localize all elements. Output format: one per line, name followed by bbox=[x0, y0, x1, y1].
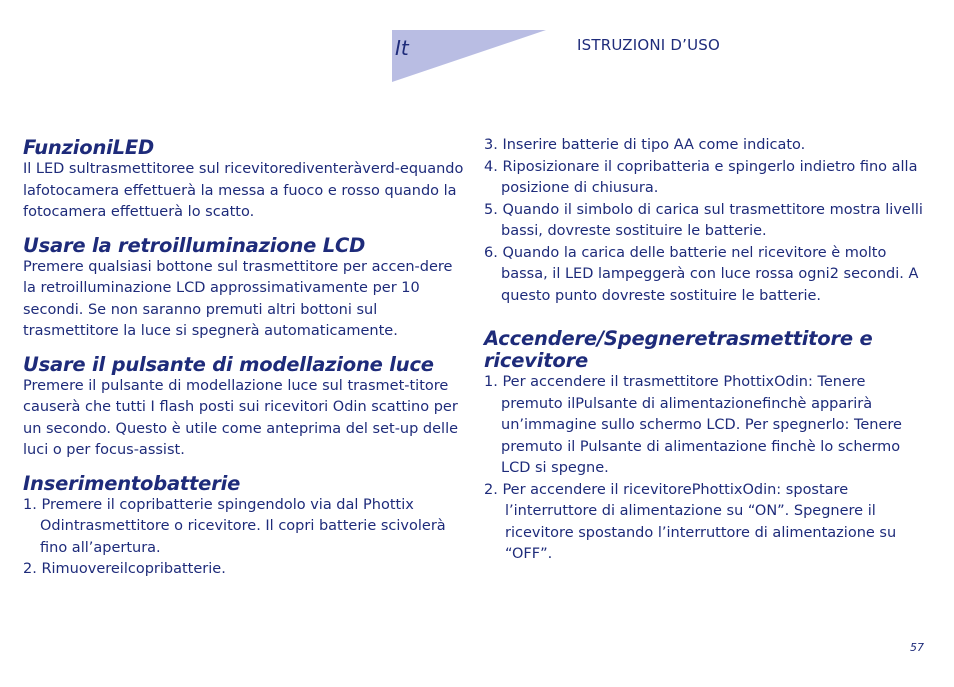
language-tab-shape bbox=[392, 30, 546, 82]
section-heading: Inserimentobatterie bbox=[23, 471, 241, 495]
list-item-text: Riposizionare il copribatteria e spingerlo indietro fino alla posizione di chiusura. bbox=[501, 158, 918, 196]
list-item-number: 1. bbox=[23, 496, 37, 513]
page-number: 57 bbox=[910, 641, 924, 654]
list-item-number: 6. bbox=[484, 244, 498, 261]
list-item-number: 4. bbox=[484, 158, 498, 175]
power-steps-list bbox=[484, 372, 929, 566]
section-batterie-continued bbox=[484, 135, 929, 307]
section-body: Il LED sultrasmettitoree sul ricevitorediventeràverd-equando lafotocamera effettuerà la messa a fuoco e rosso quando la fotocamera effettuerà lo scatto. bbox=[23, 161, 464, 220]
section-modellazione-luce bbox=[23, 354, 468, 462]
list-item bbox=[484, 200, 929, 243]
section-heading: Accendere/Spegneretrasmettitore e ricevitore bbox=[484, 327, 873, 372]
section-body: Premere qualsiasi bottone sul trasmettitore per accen-dere la retroilluminazione LCD approssimativamente per 10 secondi. Se non saranno premuti altri bottoni sul trasmettitore la luce si spegnerà automaticamente. bbox=[23, 258, 453, 339]
list-item-text: Per accendere il trasmettitore PhottixOdin: Tenere premuto ilPulsante di alimentazionefinchè apparirà un’immagine sullo schermo LCD. Per spegnerlo: Tenere premuto il Pulsante di alimentazione finchè lo schermo LCD si spegne. bbox=[501, 374, 902, 476]
list-item-number: 2. bbox=[23, 561, 37, 577]
right-column bbox=[484, 135, 929, 577]
list-item bbox=[484, 372, 929, 480]
section-accendere-spegnere bbox=[484, 328, 929, 566]
list-item bbox=[23, 495, 468, 560]
section-inserimento-batterie bbox=[23, 473, 468, 581]
language-tab bbox=[392, 30, 546, 82]
list-item-number: 2. bbox=[484, 481, 498, 498]
list-item bbox=[484, 135, 929, 157]
list-item bbox=[484, 243, 929, 308]
battery-steps-list bbox=[23, 495, 468, 581]
section-heading: Usare la retroilluminazione LCD bbox=[23, 233, 366, 257]
list-item-text: Quando il simbolo di carica sul trasmettitore mostra livelli bassi, dovreste sostituire le batterie. bbox=[501, 201, 923, 239]
section-body: Premere il pulsante di modellazione luce sul trasmet-titore causerà che tutti I flash posti sui ricevitori Odin scattino per un secondo. Questo è utile come anteprima del set-up delle luci o per focus-assist. bbox=[23, 377, 459, 458]
language-tab-label: It bbox=[395, 36, 409, 60]
list-item bbox=[23, 559, 468, 581]
section-heading: Usare il pulsante di modellazione luce bbox=[23, 352, 434, 376]
header-title: ISTRUZIONI D’USO bbox=[577, 36, 720, 54]
list-item-number: 1. bbox=[484, 374, 498, 390]
list-item-text: Quando la carica delle batterie nel ricevitore è molto bassa, il LED lampeggerà con luce rossa ogni2 secondi. A questo punto dovreste sostituire le batterie. bbox=[501, 244, 919, 304]
list-item-number: 3. bbox=[484, 137, 498, 153]
list-item bbox=[484, 157, 929, 200]
section-heading: FunzioniLED bbox=[23, 136, 154, 159]
section-retroilluminazione bbox=[23, 235, 468, 343]
list-item-number: 5. bbox=[484, 201, 498, 218]
list-item bbox=[484, 480, 929, 566]
section-funzioni-led bbox=[23, 137, 468, 224]
battery-steps-list-continued bbox=[484, 135, 929, 307]
list-item-text: Premere il copribatterie spingendolo via dal Phottix Odintrasmettitore o ricevitore. Il copri batterie scivolerà fino all’apertura. bbox=[40, 496, 446, 556]
left-column bbox=[23, 137, 468, 592]
list-item-text: Rimuovereilcopribatterie. bbox=[41, 561, 226, 577]
list-item-text: Per accendere il ricevitorePhottixOdin: spostare l’interruttore di alimentazione su “ON”. Spegnere il ricevitore spostando l’interruttore di alimentazione su “OFF”. bbox=[502, 481, 897, 562]
list-item-text: Inserire batterie di tipo AA come indicato. bbox=[502, 137, 806, 153]
